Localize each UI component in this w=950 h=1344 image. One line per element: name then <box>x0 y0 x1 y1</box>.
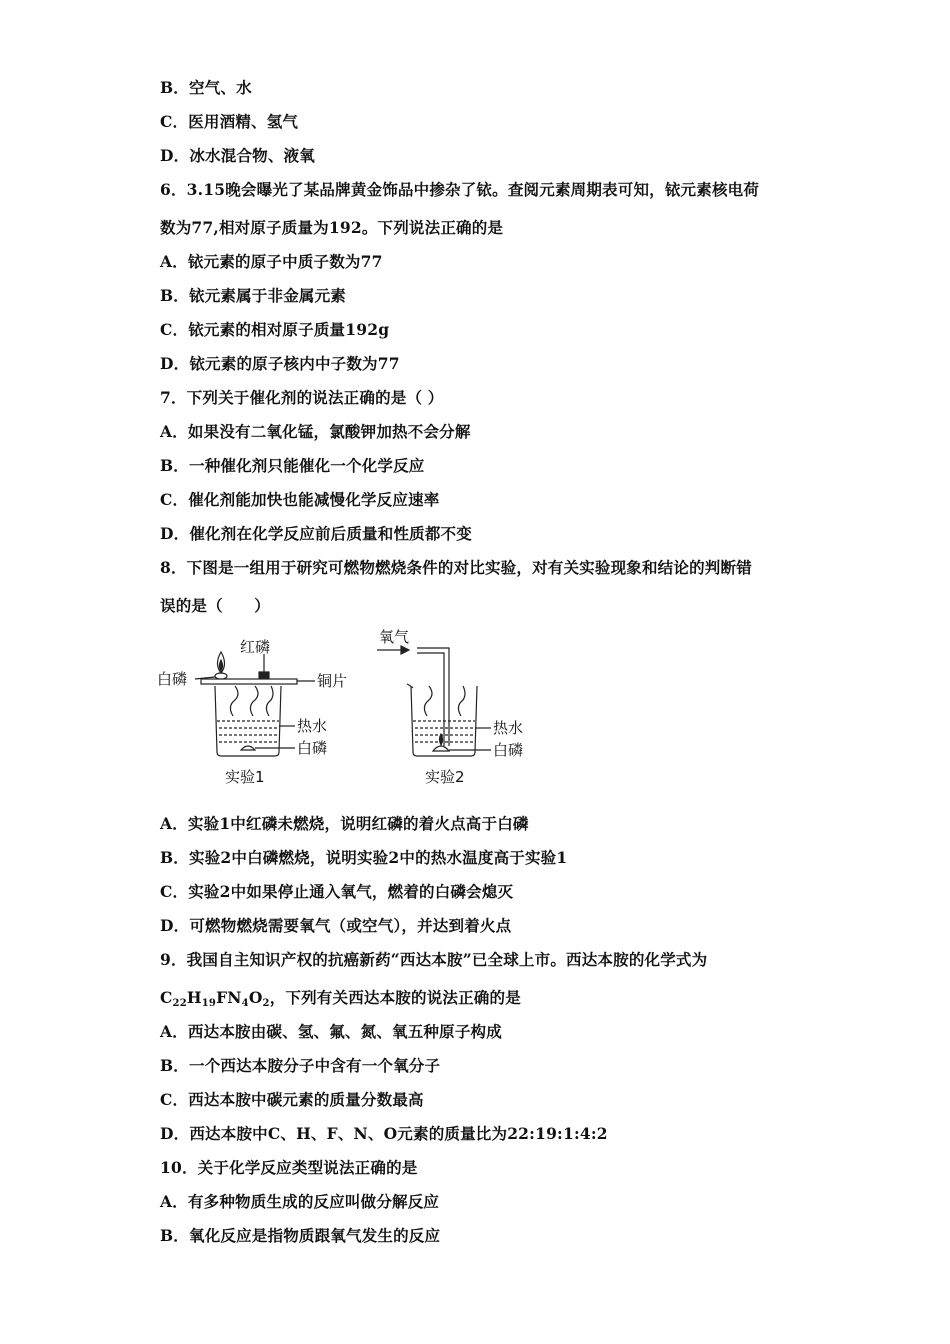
q6-option-a: A．铱元素的原子中质子数为77 <box>160 252 383 271</box>
experiment-diagram <box>155 624 555 794</box>
q9-option-b: B．一个西达本胺分子中含有一个氧分子 <box>160 1056 441 1075</box>
formula-o-count: 2 <box>262 998 270 1009</box>
q7-option-c: C．催化剂能加快也能减慢化学反应速率 <box>160 490 440 509</box>
q8-option-b: B．实验2中白磷燃烧，说明实验2中的热水温度高于实验1 <box>160 848 568 867</box>
q5-option-b: B．空气、水 <box>160 78 252 97</box>
formula-fn: FN <box>216 988 242 1007</box>
q9-stem-line2-rest: ，下列有关西达本胺的说法正确的是 <box>269 988 521 1007</box>
q8-option-a: A．实验1中红磷未燃烧，说明红磷的着火点高于白磷 <box>160 814 529 833</box>
label-white-phosphorus-top: 白磷 <box>157 670 188 688</box>
q7-option-d: D．催化剂在化学反应前后质量和性质都不变 <box>160 524 472 543</box>
label-red-phosphorus: 红磷 <box>240 638 271 656</box>
q9-option-d: D．西达本胺中C、H、F、N、O元素的质量比为22:19:1:4:2 <box>160 1124 608 1143</box>
q8-stem-line1: 8．下图是一组用于研究可燃物燃烧条件的对比实验，对有关实验现象和结论的判断错 <box>160 558 752 577</box>
caption-experiment-1: 实验1 <box>225 768 265 786</box>
formula-c-count: 22 <box>172 998 187 1009</box>
gas-tube-inner <box>417 653 444 746</box>
q10-option-a: A．有多种物质生成的反应叫做分解反应 <box>160 1192 440 1211</box>
q6-option-c: C．铱元素的相对原子质量192g <box>160 320 390 339</box>
label-white-phosphorus-bottom-1: 白磷 <box>297 739 328 757</box>
label-copper-sheet: 铜片 <box>317 672 348 690</box>
formula-c: C <box>160 988 173 1007</box>
formula-o: O <box>248 988 263 1007</box>
formula-h: H <box>186 988 202 1007</box>
copper-sheet <box>201 679 297 684</box>
q6-option-d: D．铱元素的原子核内中子数为77 <box>160 354 400 373</box>
q9-option-a: A．西达本胺由碳、氢、氟、氮、氧五种原子构成 <box>160 1022 502 1041</box>
experiment-2-apparatus <box>377 646 491 756</box>
q6-option-b: B．铱元素属于非金属元素 <box>160 286 347 305</box>
caption-experiment-2: 实验2 <box>425 768 465 786</box>
q6-stem-line1: 6．3.15晚会曝光了某品牌黄金饰品中掺杂了铱。查阅元素周期表可知，铱元素核电荷 <box>160 180 760 199</box>
q7-stem: 7．下列关于催化剂的说法正确的是（ ） <box>160 388 444 407</box>
white-phosphorus-underwater-1 <box>241 746 255 750</box>
label-white-phosphorus-2: 白磷 <box>493 741 524 759</box>
q8-option-d: D．可燃物燃烧需要氧气（或空气），并达到着火点 <box>160 916 512 935</box>
combustion-experiment-figure <box>155 624 555 794</box>
q7-option-b: B．一种催化剂只能催化一个化学反应 <box>160 456 425 475</box>
label-hot-water-1: 热水 <box>297 717 328 735</box>
white-phosphorus-underwater-2 <box>433 746 449 751</box>
q9-stem-line1: 9．我国自主知识产权的抗癌新药“西达本胺”已全球上市。西达本胺的化学式为 <box>160 950 708 969</box>
formula-h-count: 19 <box>201 998 217 1009</box>
formula-n-count: 4 <box>241 998 249 1009</box>
q5-option-d: D．冰水混合物、液氧 <box>160 146 315 165</box>
q9-option-c: C．西达本胺中碳元素的质量分数最高 <box>160 1090 424 1109</box>
q6-stem-line2: 数为77,相对原子质量为192。下列说法正确的是 <box>160 218 504 237</box>
q8-stem-line2: 误的是（ ） <box>160 596 270 615</box>
label-hot-water-2: 热水 <box>493 719 524 737</box>
q10-option-b: B．氧化反应是指物质跟氧气发生的反应 <box>160 1226 441 1245</box>
q5-option-c: C．医用酒精、氢气 <box>160 112 299 131</box>
red-phosphorus-on-copper <box>259 672 269 678</box>
q10-stem: 10．关于化学反应类型说法正确的是 <box>160 1158 418 1177</box>
label-oxygen: 氧气 <box>379 628 410 646</box>
q7-option-a: A．如果没有二氧化锰，氯酸钾加热不会分解 <box>160 422 471 441</box>
q8-option-c: C．实验2中如果停止通入氧气，燃着的白磷会熄灭 <box>160 882 514 901</box>
q9-stem-line2 <box>160 988 521 1008</box>
